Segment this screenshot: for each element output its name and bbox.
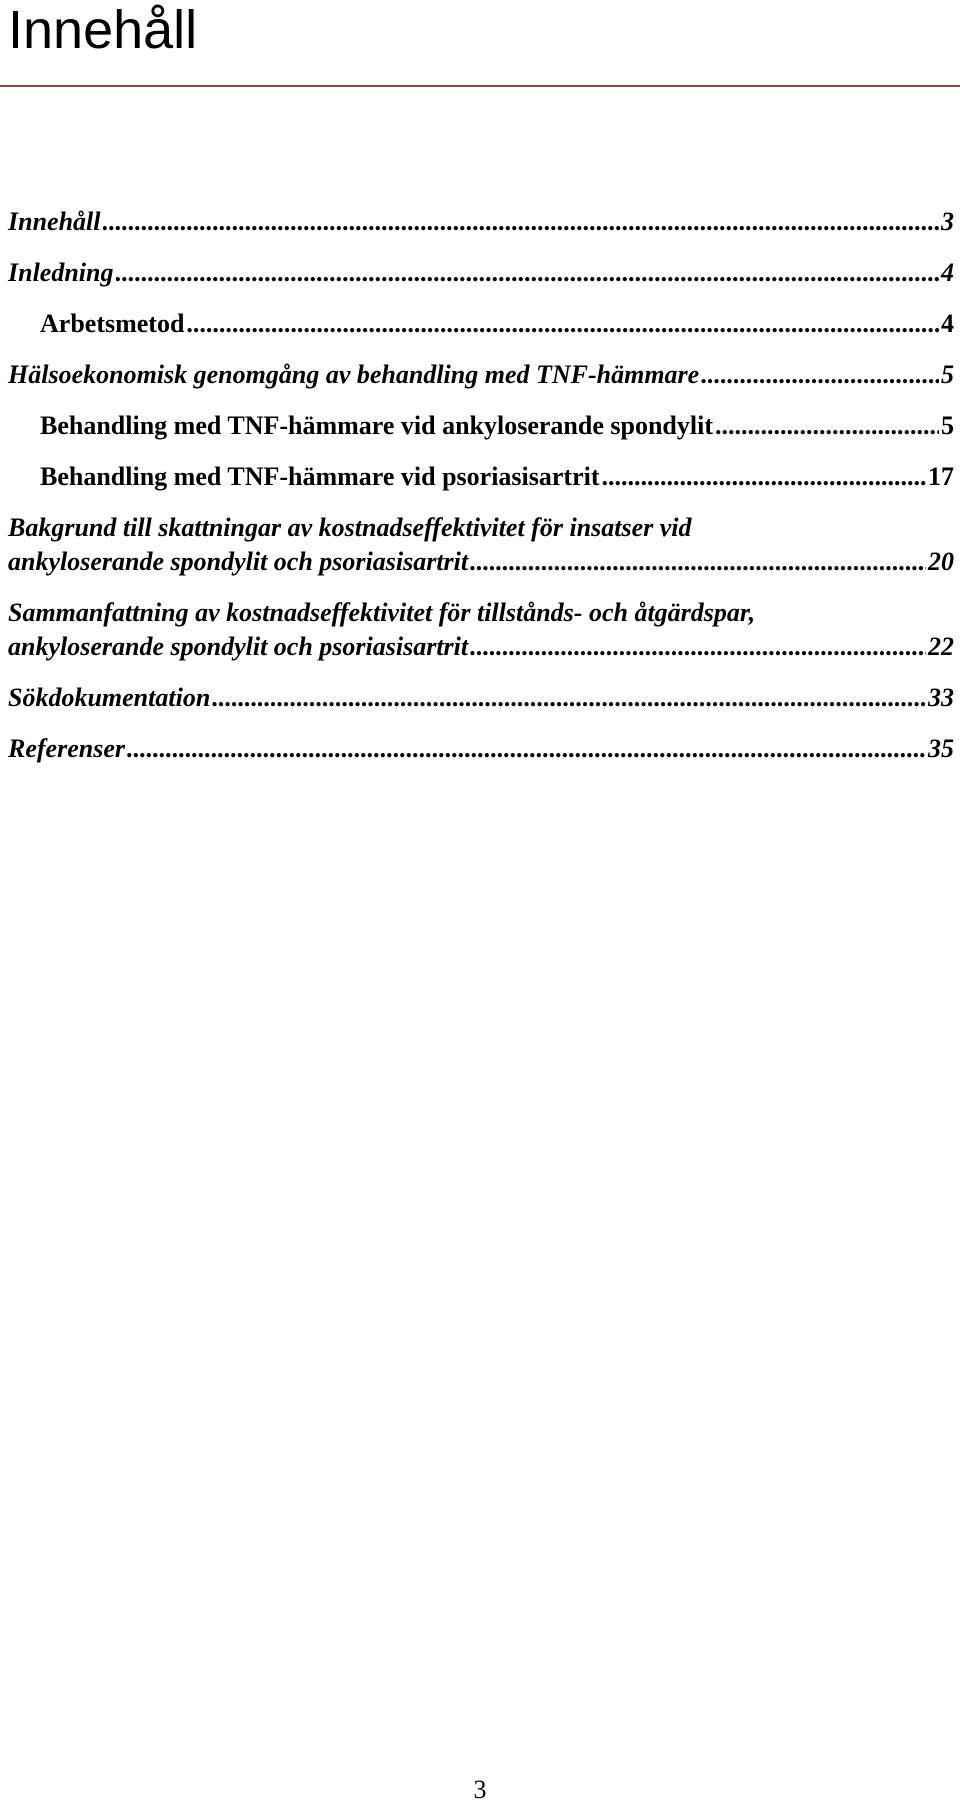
table-of-contents bbox=[8, 205, 954, 783]
toc-entry-text: ankyloserande spondylit och psoriasisartrit bbox=[8, 547, 469, 576]
toc-entry-text: Referenser bbox=[8, 734, 125, 763]
toc-entry-text: Inledning bbox=[8, 258, 114, 287]
toc-page-number: 22 bbox=[928, 632, 954, 661]
toc-page-number: 17 bbox=[928, 462, 954, 491]
toc-entry-text-line-1: Sammanfattning av kostnadseffektivitet för tillstånds- och åtgärdspar, bbox=[8, 598, 756, 627]
toc-leader-dots bbox=[103, 205, 940, 239]
toc-entry-inledning[interactable] bbox=[8, 256, 954, 290]
toc-page-number: 4 bbox=[941, 258, 954, 287]
toc-leader-dots bbox=[470, 630, 926, 664]
toc-page-number: 5 bbox=[941, 360, 954, 389]
toc-entry-text-line-1: Bakgrund till skattningar av kostnadseffektivitet för insatser vid bbox=[8, 513, 692, 542]
toc-entry-text: Sökdokumentation bbox=[8, 683, 211, 712]
toc-leader-dots bbox=[602, 460, 926, 494]
toc-entry-text: Innehåll bbox=[8, 207, 101, 236]
toc-entry-halsoekonomisk-genomgang[interactable] bbox=[8, 358, 954, 392]
toc-leader-dots bbox=[127, 732, 926, 766]
title-divider bbox=[0, 85, 960, 87]
toc-entry-sokdokumentation[interactable] bbox=[8, 681, 954, 715]
toc-page-number: 20 bbox=[928, 547, 954, 576]
toc-entry-text: Arbetsmetod bbox=[40, 309, 185, 338]
toc-entry-text: Behandling med TNF-hämmare vid psoriasisartrit bbox=[40, 462, 600, 491]
toc-entry-innehall[interactable] bbox=[8, 205, 954, 239]
toc-entry-sammanfattning[interactable] bbox=[8, 596, 954, 664]
toc-entry-bakgrund-skattningar[interactable] bbox=[8, 511, 954, 579]
toc-leader-dots bbox=[701, 358, 939, 392]
toc-entry-ankyloserande-spondylit[interactable] bbox=[8, 409, 954, 443]
toc-entry-psoriasisartrit[interactable] bbox=[8, 460, 954, 494]
page-footer-number: 3 bbox=[473, 1775, 487, 1804]
toc-leader-dots bbox=[212, 681, 926, 715]
toc-entry-text: Hälsoekonomisk genomgång av behandling med TNF-hämmare bbox=[8, 360, 700, 389]
toc-leader-dots bbox=[186, 307, 939, 341]
toc-leader-dots bbox=[470, 545, 926, 579]
toc-page-number: 33 bbox=[928, 683, 954, 712]
toc-leader-dots bbox=[116, 256, 940, 290]
toc-page-number: 3 bbox=[941, 207, 954, 236]
toc-entry-text: ankyloserande spondylit och psoriasisartrit bbox=[8, 632, 469, 661]
page-title: Innehåll bbox=[8, 0, 198, 60]
toc-leader-dots bbox=[715, 409, 939, 443]
toc-entry-text: Behandling med TNF-hämmare vid ankyloserande spondylit bbox=[40, 411, 713, 440]
toc-page-number: 4 bbox=[941, 309, 954, 338]
toc-entry-referenser[interactable] bbox=[8, 732, 954, 766]
toc-page-number: 5 bbox=[941, 411, 954, 440]
toc-entry-arbetsmetod[interactable] bbox=[8, 307, 954, 341]
toc-page-number: 35 bbox=[928, 734, 954, 763]
